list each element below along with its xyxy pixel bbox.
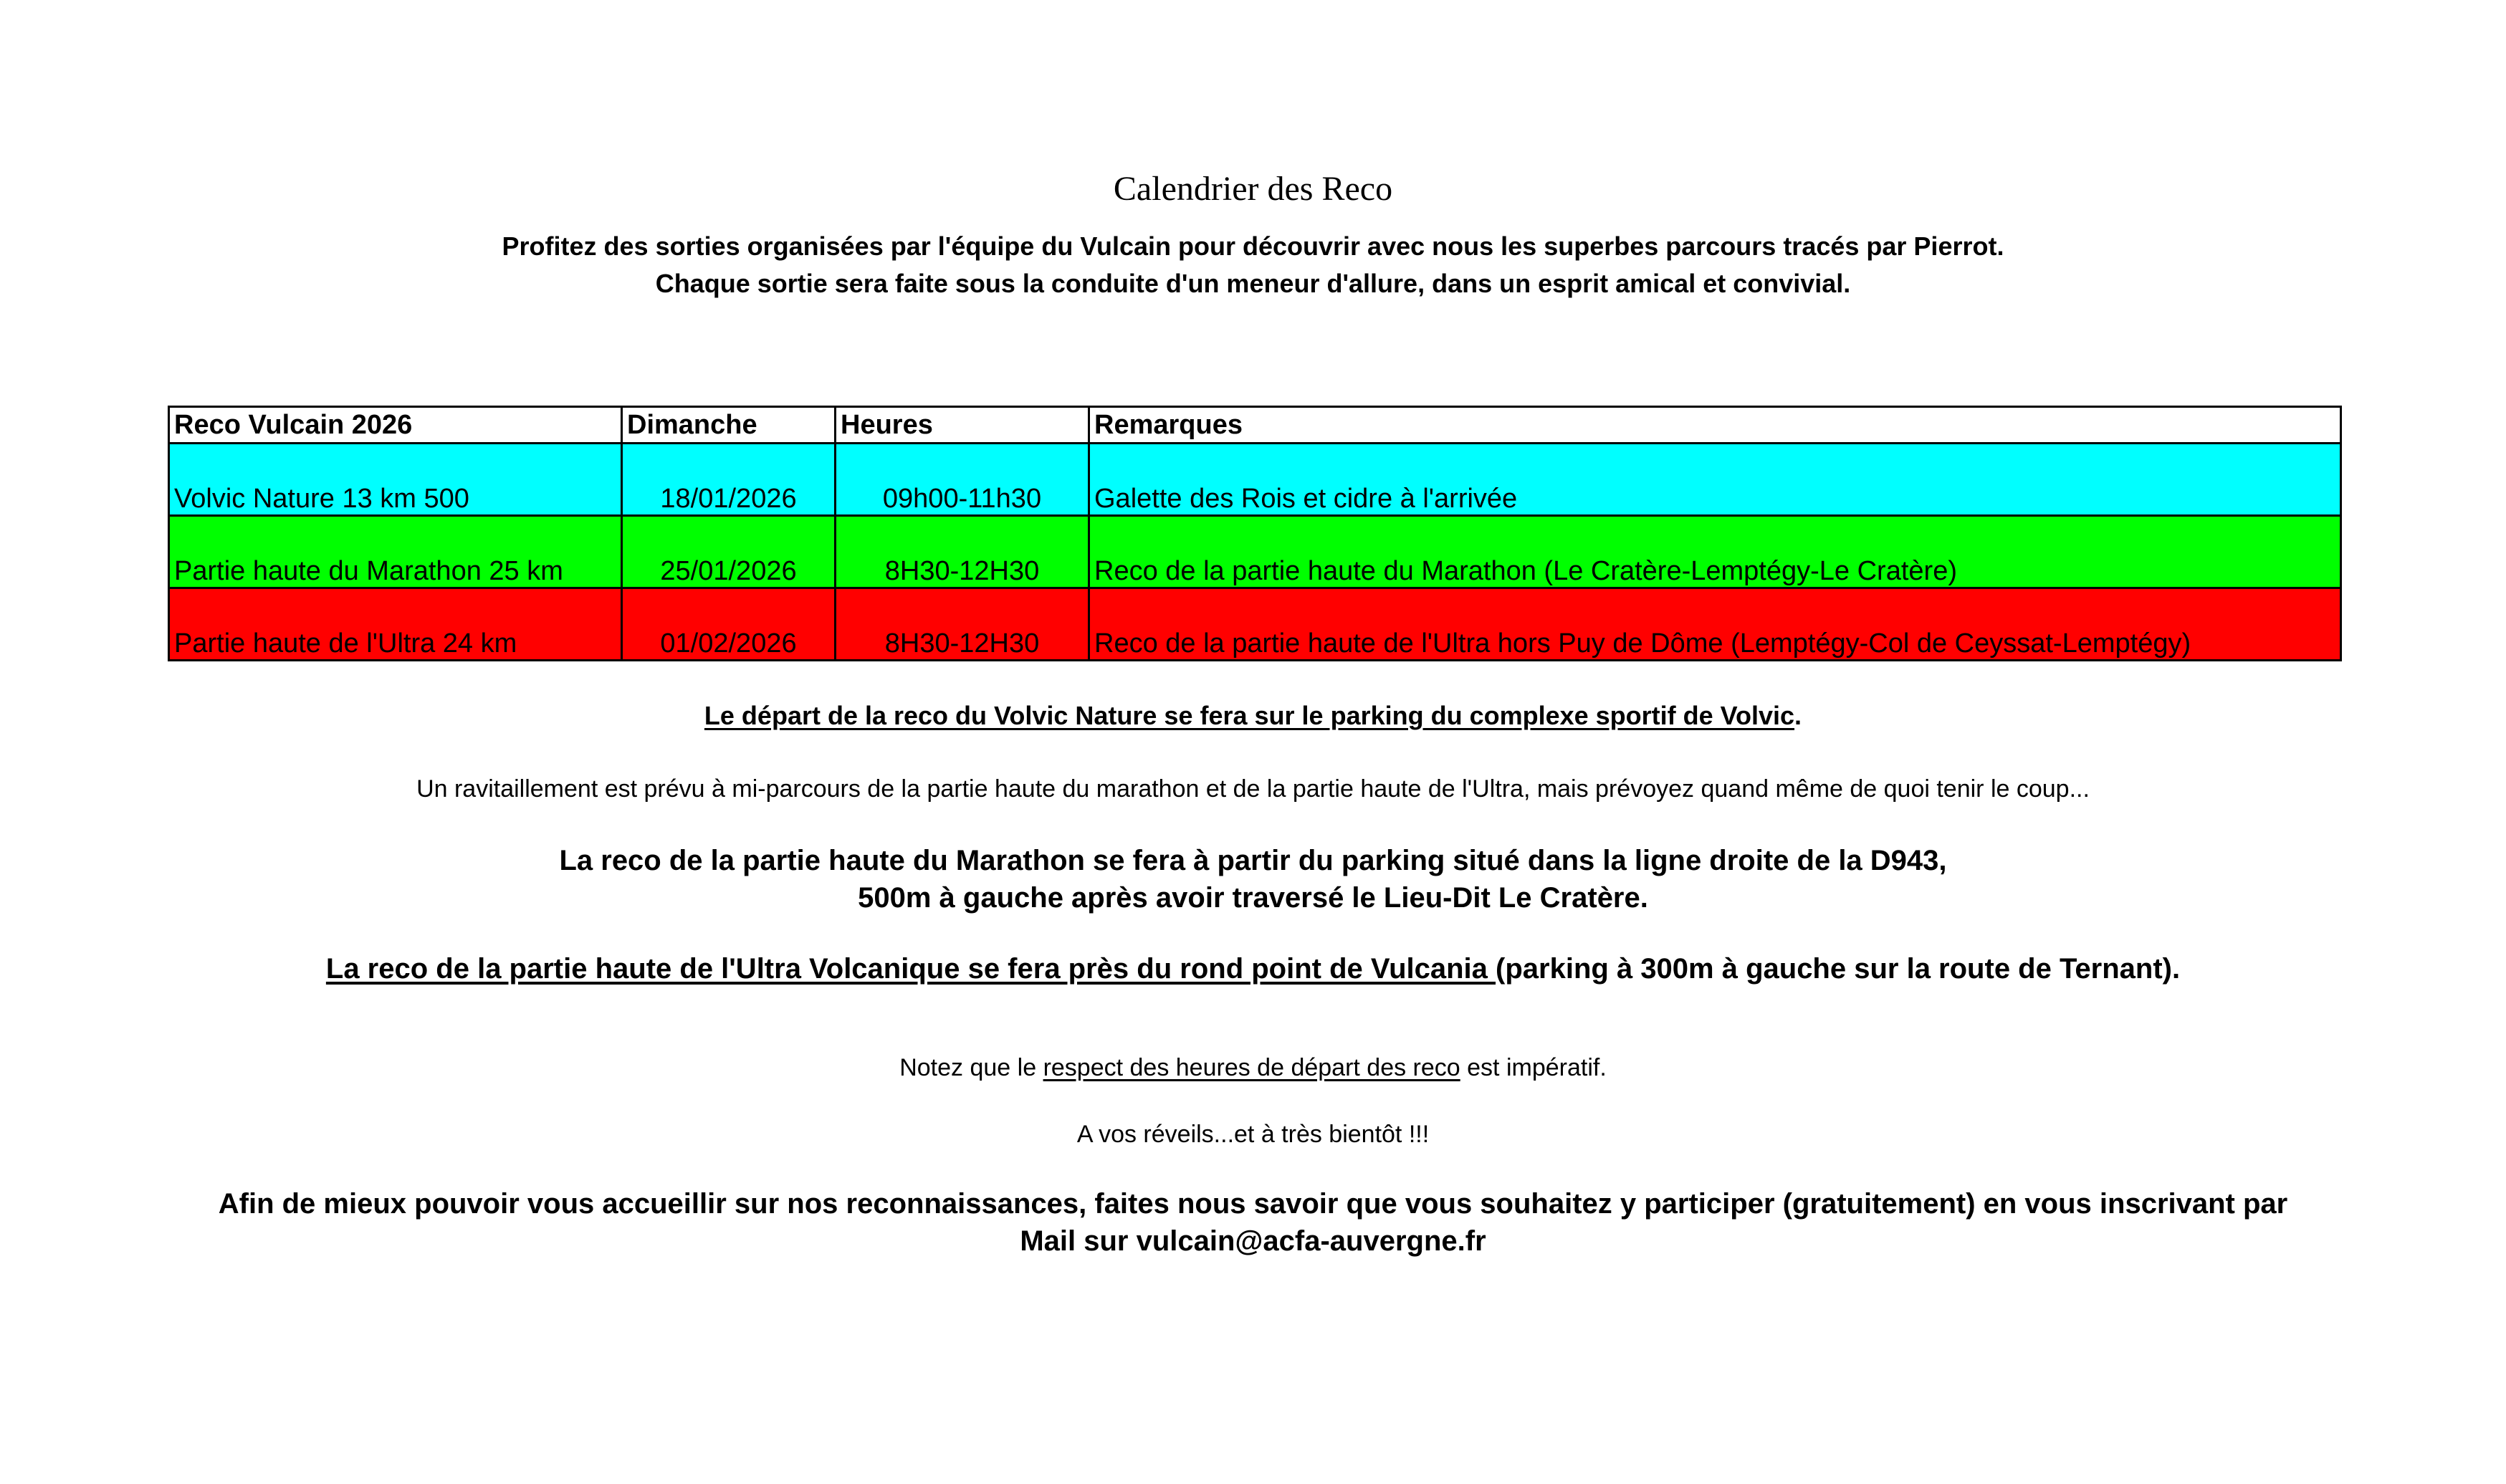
notez-note: [0, 1051, 2506, 1084]
cell-remark: Reco de la partie haute du Marathon (Le Cratère-Lemptégy-Le Cratère): [1089, 516, 2341, 588]
table-row: [169, 516, 2341, 588]
table-row: [169, 588, 2341, 661]
cell-remark: Reco de la partie haute de l'Ultra hors Puy de Dôme (Lemptégy-Col de Ceyssat-Lemptégy): [1089, 588, 2341, 661]
cell-reco-name: Partie haute de l'Ultra 24 km: [169, 588, 622, 661]
cell-reco-name: Partie haute du Marathon 25 km: [169, 516, 622, 588]
volvic-departure-period: .: [1794, 701, 1802, 730]
marathon-note-line-1: La reco de la partie haute du Marathon se fera à partir du parking situé dans la ligne droite de la D943,: [559, 845, 1947, 876]
cell-date: 25/01/2026: [622, 516, 836, 588]
page-title: Calendrier des Reco: [1113, 170, 1393, 208]
marathon-note-line-2: 500m à gauche après avoir traversé le Lieu-Dit Le Cratère.: [858, 882, 1648, 914]
notez-underlined: respect des heures de départ des reco: [1043, 1054, 1460, 1081]
ravitaillement-note: Un ravitaillement est prévu à mi-parcours de la partie haute du marathon et de la partie haute de l'Ultra, mais prévoyez quand même de quoi tenir le coup...: [416, 775, 2090, 803]
cell-date: 18/01/2026: [622, 444, 836, 516]
intro-text: [0, 228, 2506, 302]
cell-reco-name: Volvic Nature 13 km 500: [169, 444, 622, 516]
reveils-note: A vos réveils...et à très bientôt !!!: [1076, 1121, 1430, 1148]
cell-hours: 8H30-12H30: [836, 588, 1089, 661]
notez-prefix: Notez que le: [899, 1054, 1043, 1081]
reco-table: [168, 406, 2342, 661]
header-heures: Heures: [836, 407, 1089, 444]
cell-hours: 09h00-11h30: [836, 444, 1089, 516]
cell-hours: 8H30-12H30: [836, 516, 1089, 588]
intro-line-2: Chaque sortie sera faite sous la conduite d'un meneur d'allure, dans un esprit amical et convivial.: [655, 269, 1851, 298]
ultra-note-underlined: La reco de la partie haute de l'Ultra Volcanique se fera près du rond point de Vulcania: [325, 953, 1496, 985]
volvic-departure-note: [0, 699, 2506, 732]
header-dimanche: Dimanche: [622, 407, 836, 444]
cell-remark: Galette des Rois et cidre à l'arrivée: [1089, 444, 2341, 516]
inscription-line-2: Mail sur vulcain@acfa-auvergne.fr: [1020, 1225, 1486, 1257]
table-row: [169, 444, 2341, 516]
volvic-departure-text: Le départ de la reco du Volvic Nature se fera sur le parking du complexe sportif de Volvic: [704, 701, 1795, 730]
ultra-note-rest: (parking à 300m à gauche sur la route de Ternant).: [1496, 953, 2181, 985]
header-reco: Reco Vulcain 2026: [169, 407, 622, 444]
intro-line-1: Profitez des sorties organisées par l'équipe du Vulcain pour découvrir avec nous les superbes parcours tracés par Pierrot.: [502, 231, 2004, 261]
inscription-line-1: Afin de mieux pouvoir vous accueillir sur nos reconnaissances, faites nous savoir que vous souhaitez y participer (gratuitement) en vous inscrivant par: [218, 1188, 2288, 1220]
ultra-note: [0, 950, 2506, 987]
notez-suffix: est impératif.: [1460, 1054, 1607, 1081]
header-remarques: Remarques: [1089, 407, 2341, 444]
table-header-row: [169, 407, 2341, 444]
cell-date: 01/02/2026: [622, 588, 836, 661]
